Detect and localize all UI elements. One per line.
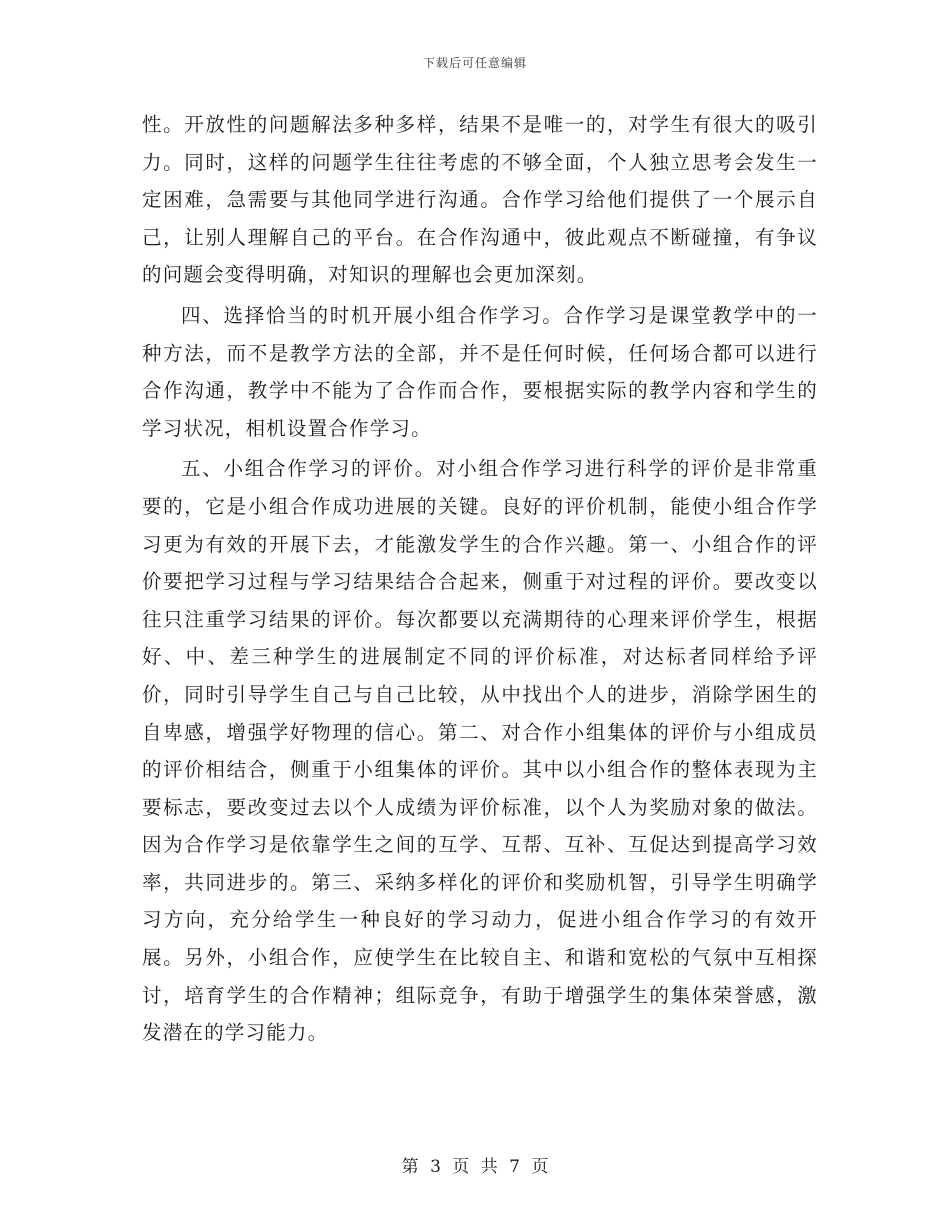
footer-total-word: 共 <box>480 1157 498 1177</box>
footer-current-page: 3 <box>430 1157 441 1177</box>
document-body <box>142 106 818 1052</box>
footer-total-pages: 7 <box>509 1157 520 1177</box>
paragraph-section-five: 五、小组合作学习的评价。对小组合作学习进行科学的评价是非常重要的，它是小组合作成功进展的关键。良好的评价机制，能使小组合作学习更为有效的开展下去，才能激发学生的合作兴趣。第一、小组合作的评价要把学习过程与学习结果结合合起来，侧重于对过程的评价。要改变以往只注重学习结果的评价。每次都要以充满期待的心理来评价学生，根据好、中、差三种学生的进展制定不同的评价标准，对达标者同样给予评价，同时引导学生自己与自己比较，从中找出个人的进步，消除学困生的自卑感，增强学好物理的信心。第二、对合作小组集体的评价与小组成员的评价相结合，侧重于小组集体的评价。其中以小组合作的整体表现为主要标志，要改变过去以个人成绩为评价标准，以个人为奖励对象的做法。因为合作学习是依靠学生之间的互学、互帮、互补、互促达到提高学习效率，共同进步的。第三、采纳多样化的评价和奖励机智，引导学生明确学习方向，充分给学生一种良好的学习动力，促进小组合作学习的有效开展。另外，小组合作，应使学生在比较自主、和谐和宽松的气氛中互相探讨，培育学生的合作精神；组际竞争，有助于增强学生的集体荣誉感，激发潜在的学习能力。 <box>142 457 818 1045</box>
footer-suffix: 页 <box>531 1157 549 1177</box>
paragraph-section-four: 四、选择恰当的时机开展小组合作学习。合作学习是课堂教学中的一种方法，而不是教学方法的全部，并不是任何时候，任何场合都可以进行合作沟通，教学中不能为了合作而合作，要根据实际的教学内容和学生的学习状况，相机设置合作学习。 <box>142 303 818 440</box>
paragraph-continued: 性。开放性的问题解法多种多样，结果不是唯一的，对学生有很大的吸引力。同时，这样的问题学生往往考虑的不够全面，个人独立思考会发生一定困难，急需要与其他同学进行沟通。合作学习给他们提供了一个展示自己，让别人理解自己的平台。在合作沟通中，彼此观点不断碰撞，有争议的问题会变得明确，对知识的理解也会更加深刻。 <box>142 113 818 287</box>
page-footer <box>0 1152 950 1177</box>
footer-prefix: 第 <box>401 1157 419 1177</box>
page-header: 下载后可任意编辑 <box>422 56 527 70</box>
footer-page-word: 页 <box>452 1157 470 1177</box>
